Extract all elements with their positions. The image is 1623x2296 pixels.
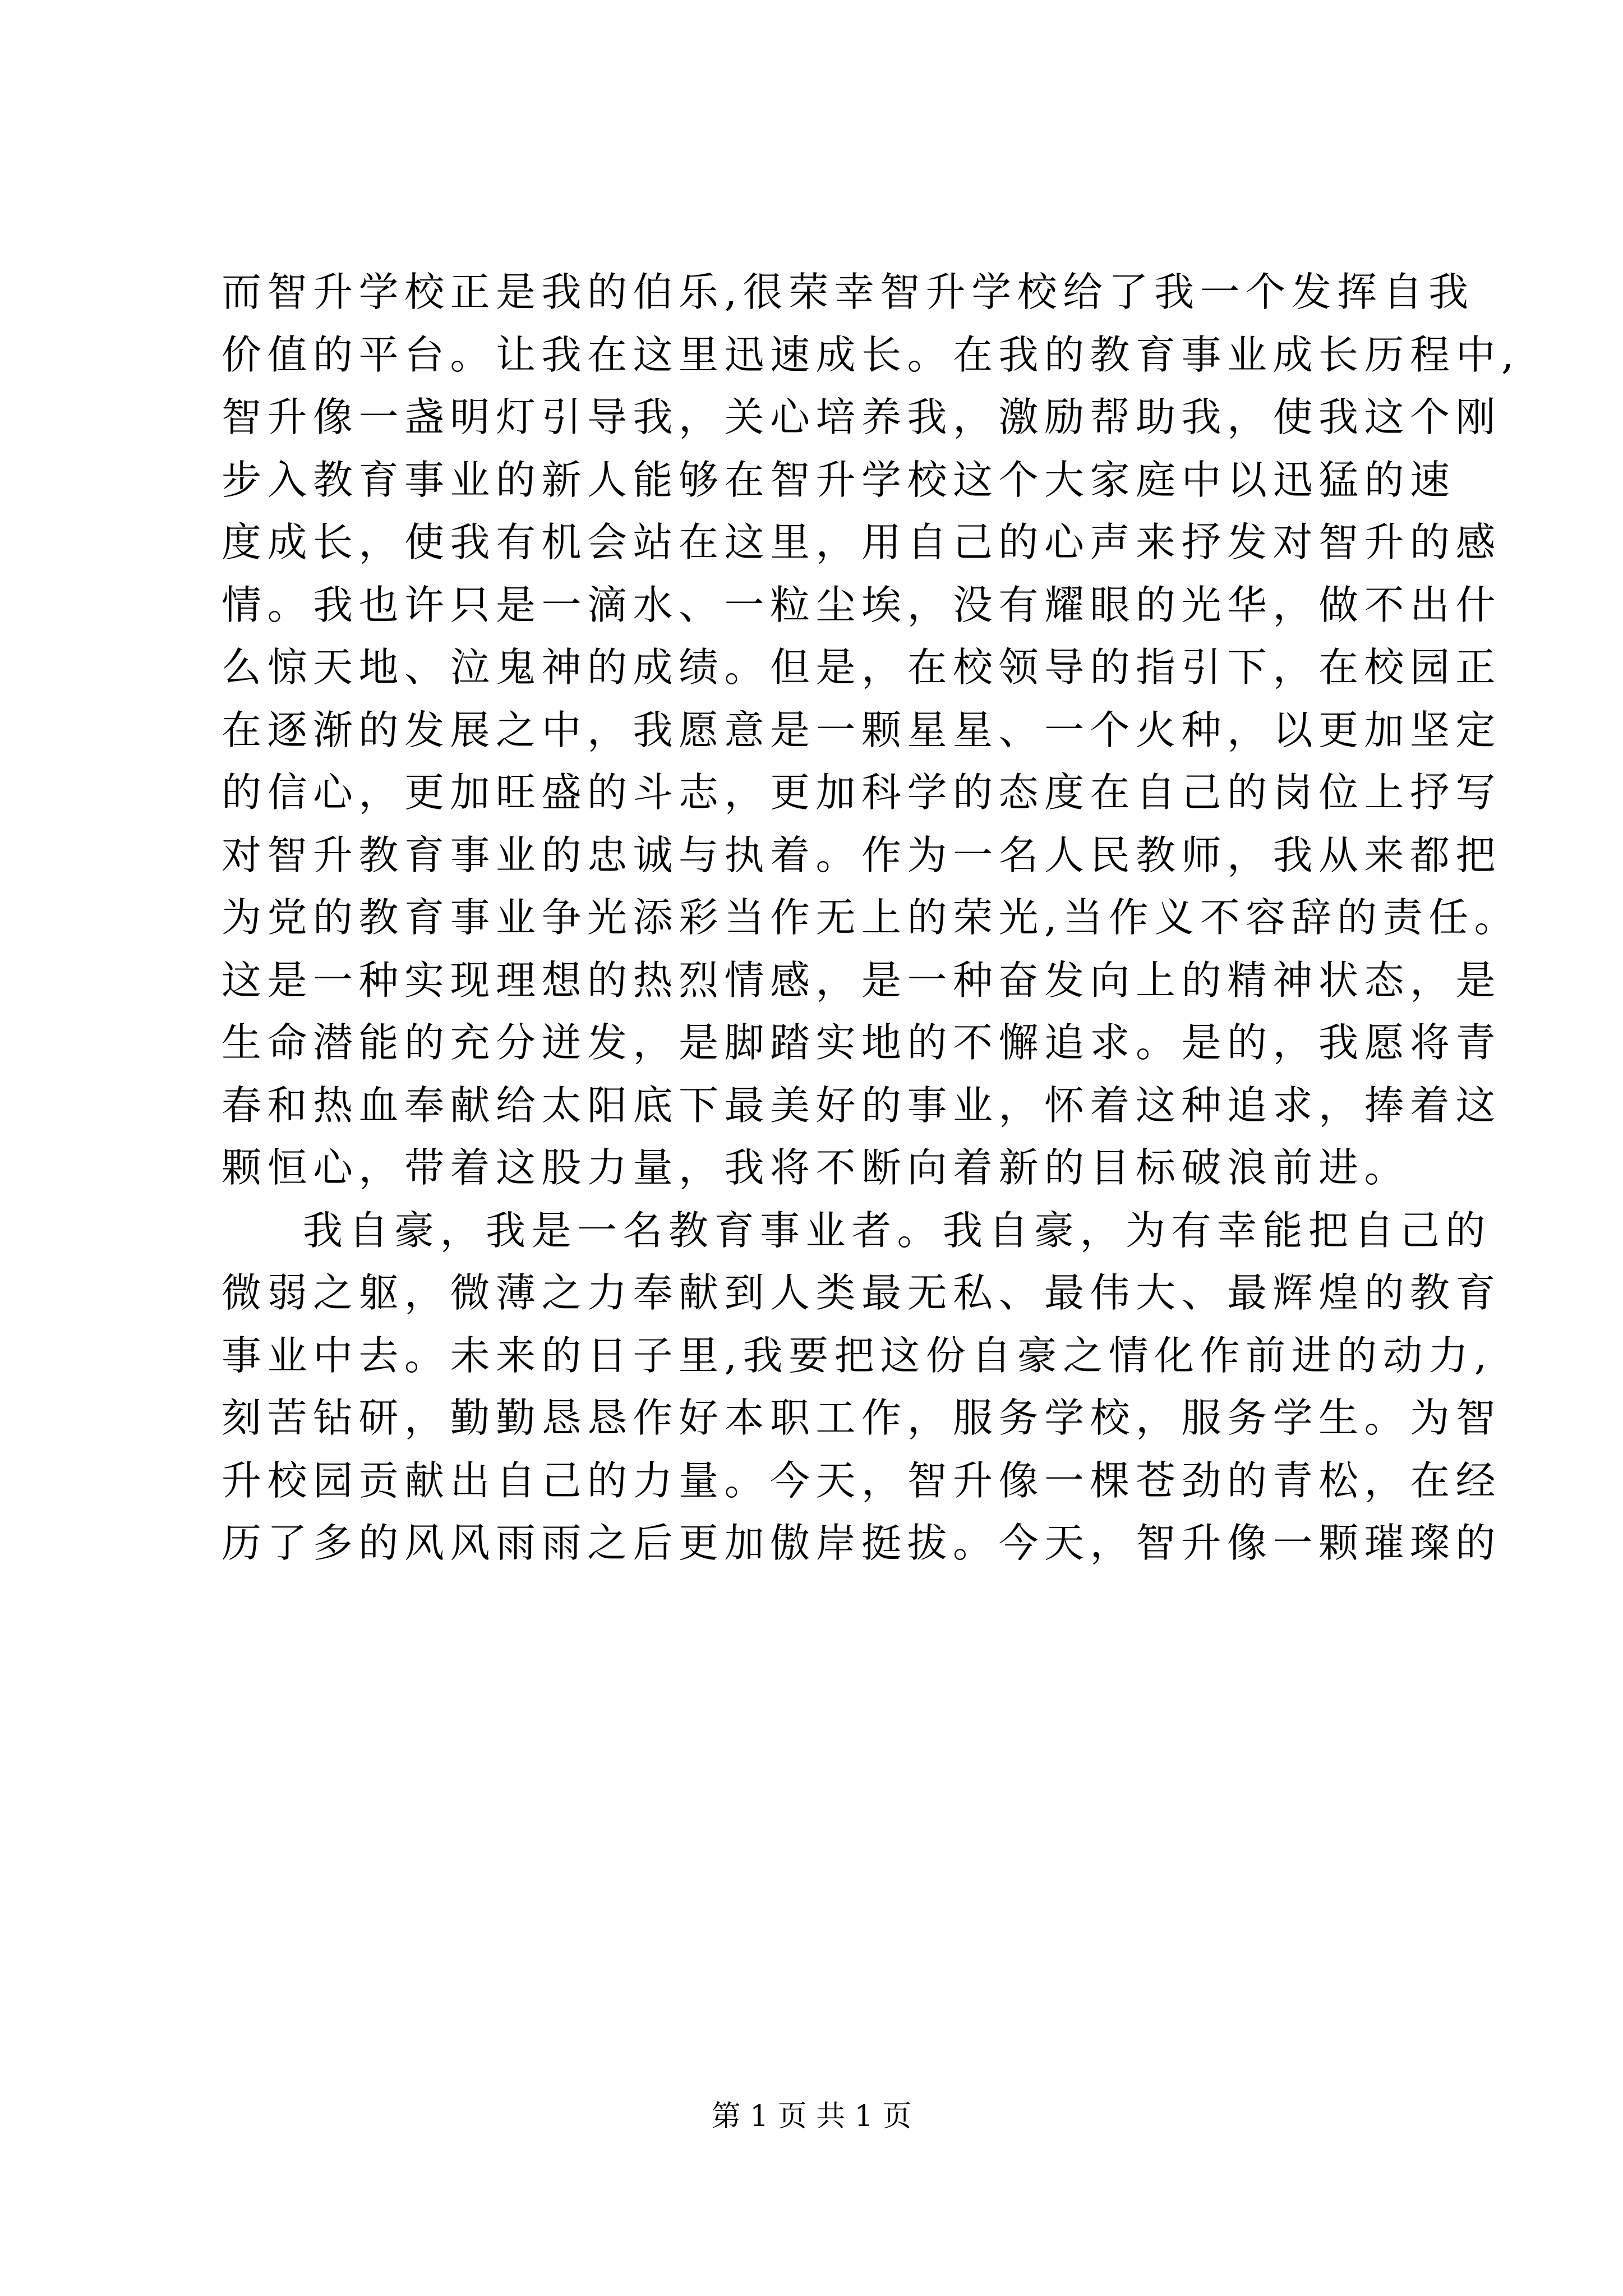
text-line: 生命潜能的充分迸发，是脚踏实地的不懈追求。是的，我愿将青 <box>222 1019 1502 1066</box>
paragraph-start-line: 我自豪，我是一名教育事业者。我自豪，为有幸能把自己的 <box>303 1207 1492 1254</box>
text-line: 春和热血奉献给太阳底下最美好的事业，怀着这种追求，捧着这 <box>222 1082 1502 1129</box>
page-number: 第 1 页 共 1 页 <box>711 2100 912 2133</box>
text-line: 这是一种实现理想的热烈情感，是一种奋发向上的精神状态，是 <box>222 956 1502 1004</box>
body-text <box>222 261 1520 1575</box>
text-line: 的信心，更加旺盛的斗志，更加科学的态度在自己的岗位上抒写 <box>222 769 1502 816</box>
text-line: 微弱之躯，微薄之力奉献到人类最无私、最伟大、最辉煌的教育 <box>222 1269 1502 1316</box>
text-line: 刻苦钻研，勤勤恳恳作好本职工作，服务学校，服务学生。为智 <box>222 1395 1502 1441</box>
text-line: 情。我也许只是一滴水、一粒尘埃，没有耀眼的光华，做不出什 <box>222 581 1502 628</box>
text-line: 对智升教育事业的忠诚与执着。作为一名人民教师，我从来都把 <box>222 831 1502 878</box>
text-line: 价值的平台。让我在这里迅速成长。在我的教育事业成长历程中, <box>222 331 1520 378</box>
text-line: 步入教育事业的新人能够在智升学校这个大家庭中以迅猛的速 <box>222 456 1456 503</box>
text-line: 颗恒心，带着这股力量，我将不断向着新的目标破浪前进。 <box>222 1144 1410 1191</box>
text-line: 为党的教育事业争光添彩当作无上的荣光,当作义不容辞的责任。 <box>222 894 1520 941</box>
text-line: 度成长，使我有机会站在这里，用自己的心声来抒发对智升的感 <box>222 519 1502 565</box>
text-line: 在逐渐的发展之中，我愿意是一颗星星、一个火种，以更加坚定 <box>222 706 1502 753</box>
text-line: 智升像一盏明灯引导我，关心培养我，激励帮助我，使我这个刚 <box>222 394 1502 440</box>
text-line: 么惊天地、泣鬼神的成绩。但是，在校领导的指引下，在校园正 <box>222 644 1502 691</box>
text-line: 而智升学校正是我的伯乐,很荣幸智升学校给了我一个发挥自我 <box>222 269 1474 315</box>
page-footer <box>0 2097 1623 2136</box>
text-line: 事业中去。未来的日子里,我要把这份自豪之情化作前进的动力, <box>222 1332 1493 1379</box>
text-line: 历了多的风风雨雨之后更加傲岸挺拔。今天，智升像一颗璀璨的 <box>222 1520 1502 1566</box>
text-line: 升校园贡献出自己的力量。今天，智升像一棵苍劲的青松，在经 <box>222 1457 1502 1504</box>
